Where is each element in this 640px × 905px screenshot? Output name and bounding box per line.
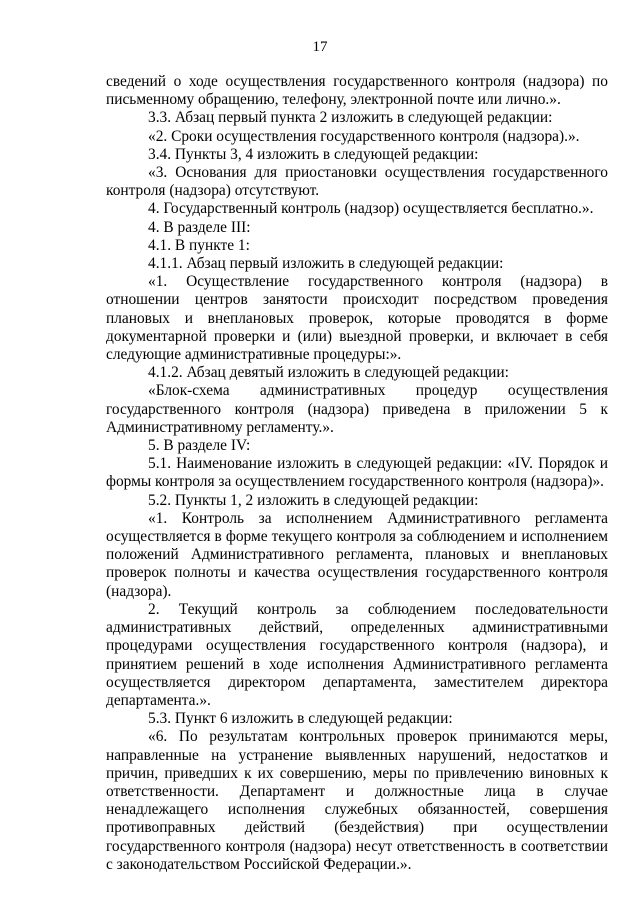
paragraph: «1. Осуществление государственного контроля (надзора) в отношении центров занятости происходит посредством проведения плановых и внеплановых проверок, которые проводятся в форме документарной проверки и (или) выездной проверки, и включает в себя следующие административные процедуры:». [106, 273, 608, 364]
paragraph: 4.1. В пункте 1: [148, 236, 250, 254]
paragraph: 4. Государственный контроль (надзор) осуществляется бесплатно.». [148, 200, 594, 218]
paragraph: сведений о ходе осуществления государственного контроля (надзора) по письменному обращению, телефону, электронной почте или лично.». [106, 73, 608, 109]
document-body [106, 73, 608, 874]
paragraph: 2. Текущий контроль за соблюдением последовательности административных действий, определенных административными процедурами осуществления государственного контроля (надзора), и принятием решений в ходе исполнения Административного регламента осуществляется директором департамента, заместителем директора департамента.». [106, 600, 608, 709]
paragraph: «6. По результатам контрольных проверок принимаются меры, направленные на устранение выявленных нарушений, недостатков и причин, приведших к их совершению, меры по привлечению виновных к ответственности. Департамент и должностные лица в случае ненадлежащего исполнения служебных обязанностей, совершения противоправных действий (бездействия) при осуществлении государственного контроля (надзора) несут ответственность в соответствии с законодательством Российской Федерации.». [106, 728, 608, 873]
paragraph: 5.3. Пункт 6 изложить в следующей редакции: [148, 710, 453, 728]
paragraph: 4.1.1. Абзац первый изложить в следующей редакции: [148, 255, 504, 273]
paragraph: «2. Сроки осуществления государственного контроля (надзора).». [148, 127, 580, 145]
paragraph: 3.4. Пункты 3, 4 изложить в следующей редакции: [148, 145, 479, 163]
paragraph: 4.1.2. Абзац девятый изложить в следующей редакции: [148, 364, 509, 382]
paragraph: «Блок-схема административных процедур осуществления государственного контроля (надзора) приведена в приложении 5 к Административному регламенту.». [106, 382, 608, 436]
paragraph: «3. Основания для приостановки осуществления государственного контроля (надзора) отсутствуют. [106, 164, 608, 200]
paragraph: 3.3. Абзац первый пункта 2 изложить в следующей редакции: [148, 109, 553, 127]
paragraph: 5.1. Наименование изложить в следующей редакции: «IV. Порядок и формы контроля за осуществлением государственного контроля (надзора)». [106, 455, 608, 491]
paragraph: 5.2. Пункты 1, 2 изложить в следующей редакции: [148, 491, 479, 509]
paragraph: 4. В разделе III: [148, 218, 251, 236]
paragraph: «1. Контроль за исполнением Административного регламента осуществляется в форме текущего контроля за соблюдением и исполнением положений Административного регламента, плановых и внеплановых проверок полноты и качества осуществления государственного контроля (надзора). [106, 509, 608, 600]
page-number: 17 [312, 39, 328, 55]
paragraph: 5. В разделе IV: [148, 437, 251, 455]
